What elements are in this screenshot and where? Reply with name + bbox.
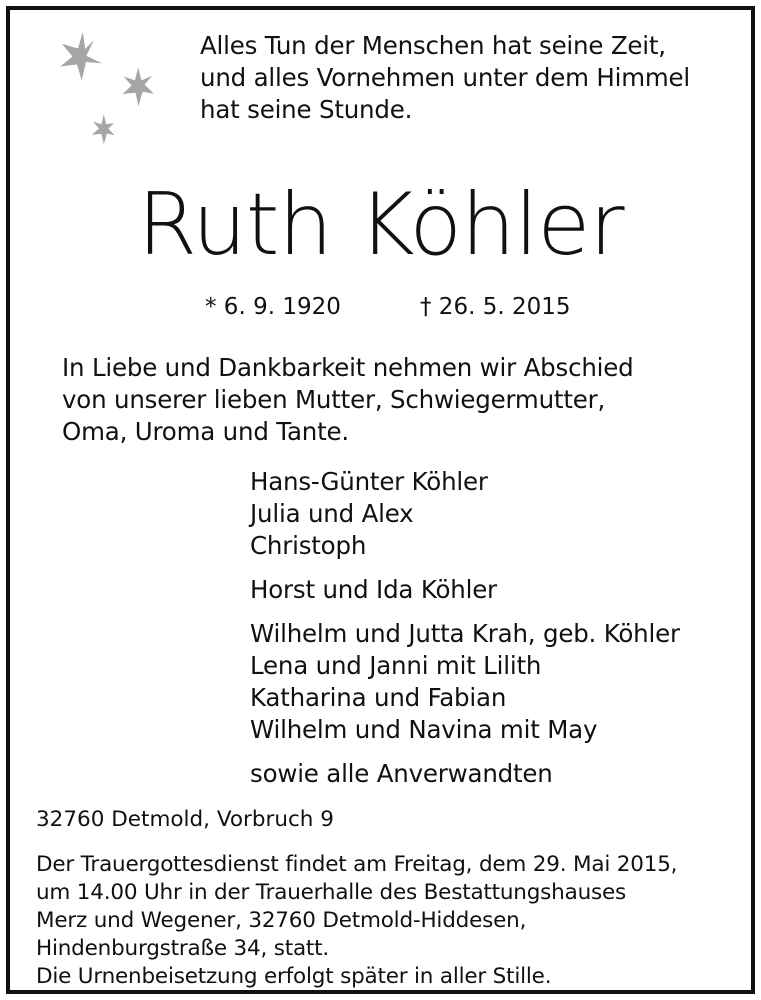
star-icon [122, 67, 154, 106]
service-line: Die Urnenbeisetzung erfolgt später in aller Stille. [36, 964, 552, 989]
mourner-name: Christoph [250, 531, 367, 560]
motto-line: hat seine Stunde. [200, 95, 413, 124]
obituary-frame [6, 6, 755, 994]
deceased-name: Ruth Köhler [137, 175, 624, 275]
stars-decoration [10, 10, 210, 170]
family-address: 32760 Detmold, Vorbruch 9 [36, 807, 334, 832]
mourner-name: Wilhelm und Navina mit May [250, 715, 598, 744]
star-icon [92, 114, 115, 144]
mourner-name: Horst und Ida Köhler [250, 575, 497, 604]
mourner-group [250, 758, 750, 790]
service-line: Merz und Wegener, 32760 Detmold-Hiddesen, [36, 908, 527, 933]
service-line: Hindenburgstraße 34, statt. [36, 936, 330, 961]
mourner-group [250, 574, 750, 606]
star-icon [60, 32, 102, 80]
motto-line: Alles Tun der Menschen hat seine Zeit, [200, 31, 666, 60]
mourner-name: Katharina und Fabian [250, 683, 507, 712]
farewell-line: In Liebe und Dankbarkeit nehmen wir Abschied [62, 353, 634, 382]
service-info [36, 851, 746, 991]
birth-date: * 6. 9. 1920 [205, 294, 341, 320]
mourner-name: Hans-Günter Köhler [250, 467, 488, 496]
mourner-name: sowie alle Anverwandten [250, 759, 553, 788]
mourner-name: Julia und Alex [250, 499, 414, 528]
mourner-group [250, 466, 750, 562]
motto-line: und alles Vornehmen unter dem Himmel [200, 63, 691, 92]
mourner-group [250, 618, 750, 746]
death-date: † 26. 5. 2015 [420, 294, 571, 320]
farewell-line: von unserer lieben Mutter, Schwiegermutter, [62, 385, 606, 414]
mourners-list [250, 466, 750, 802]
mourner-name: Wilhelm und Jutta Krah, geb. Köhler [250, 619, 680, 648]
service-line: um 14.00 Uhr in der Trauerhalle des Bestattungshauses [36, 880, 627, 905]
farewell-line: Oma, Uroma und Tante. [62, 417, 349, 446]
farewell-text [62, 352, 722, 448]
service-line: Der Trauergottesdienst findet am Freitag, dem 29. Mai 2015, [36, 852, 678, 877]
motto [200, 30, 740, 126]
mourner-name: Lena und Janni mit Lilith [250, 651, 542, 680]
